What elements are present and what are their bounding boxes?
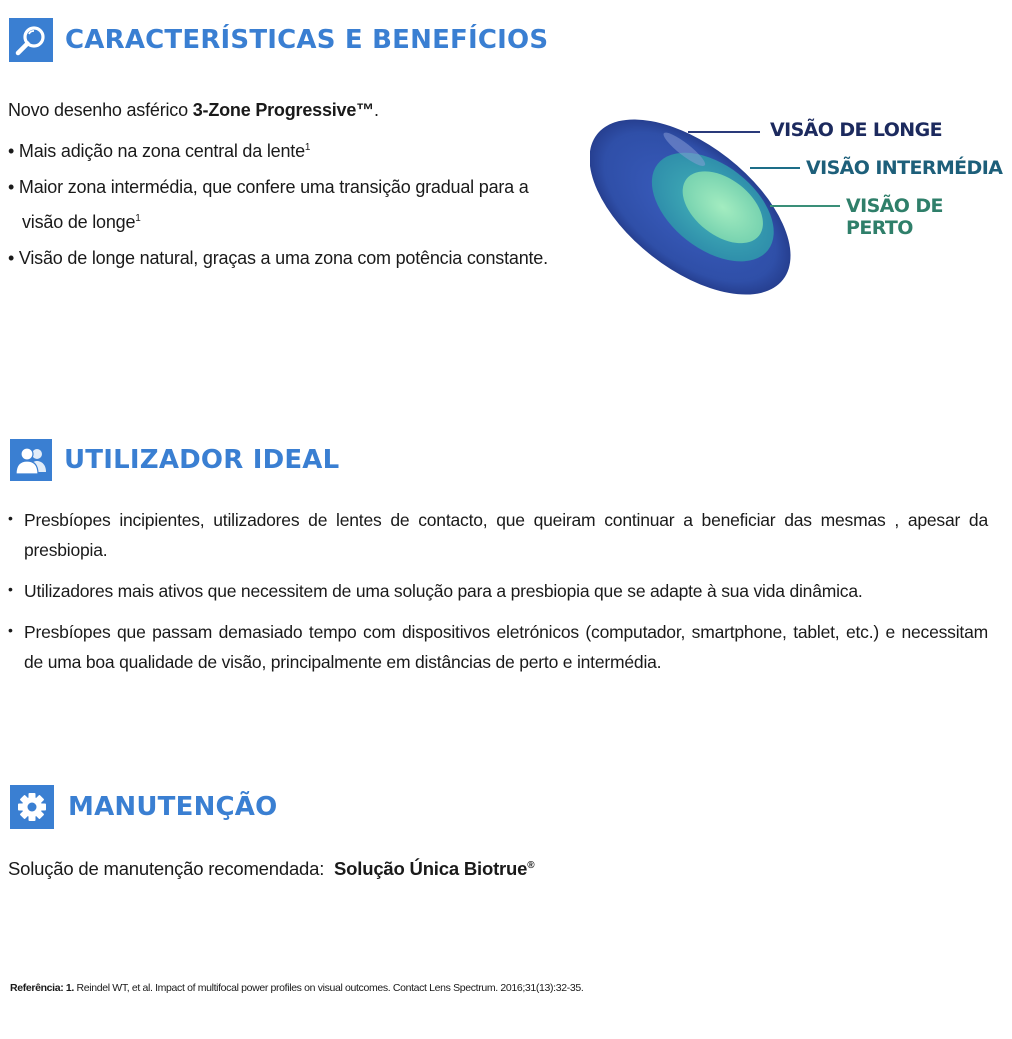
maintenance-header [10,785,277,829]
label-far-vision: VISÃO DE LONGE [770,119,942,141]
features-bullet-2: • Maior zona intermédia, que confere uma transição gradual para a [8,177,529,197]
label-near-vision: VISÃO DE PERTO [846,195,943,239]
reference-text: Reindel WT, et al. Impact of multifocal power profiles on visual outcomes. Contact Lens Spectrum. 2016;31(13):32-35. [76,982,584,994]
maintenance-text [8,850,534,885]
ideal-user-item-3: • Presbíopes que passam demasiado tempo com dispositivos eletrónicos (computador, smartphone, tablet, etc.) e necessitam de uma boa qualidade de visão, principalmente em distâncias de perto e intermédia. [8,617,988,677]
features-bullet-2-cont: visão de longe$^1$ [22,212,141,232]
ideal-user-title: UTILIZADOR IDEAL [64,445,340,475]
reference-label: Referência: 1. [10,982,74,994]
features-intro: Novo desenho asférico 3-Zone Progressive™. [8,100,379,120]
users-icon [10,439,52,481]
label-intermediate-vision: VISÃO INTERMÉDIA [806,157,1003,179]
ideal-user-item-2: • Utilizadores mais ativos que necessitem de uma solução para a presbiopia que se adapte à sua vida dinâmica. [8,576,988,606]
maintenance-label: Solução de manutenção recomendada: [8,858,325,879]
features-text [8,94,588,274]
magnifier-icon [9,18,53,62]
features-title: CARACTERÍSTICAS E BENEFÍCIOS [65,25,549,55]
gear-icon [10,785,54,829]
ideal-user-item-1: • Presbíopes incipientes, utilizadores de lentes de contacto, que queiram continuar a beneficiar das mesmas , apesar da presbiopia. [8,505,988,565]
features-header [9,18,548,62]
features-bullet-3: • Visão de longe natural, graças a uma zona com potência constante. [8,248,548,268]
features-bullet-1: • Mais adição na zona central da lente$^1$ [8,141,311,161]
ideal-user-header [10,439,339,481]
lens-diagram [590,95,1010,325]
ideal-user-list [8,505,988,688]
maintenance-solution: Solução Única Biotrue® [334,858,535,879]
maintenance-title: MANUTENÇÃO [68,792,278,822]
reference-footnote [10,982,583,994]
